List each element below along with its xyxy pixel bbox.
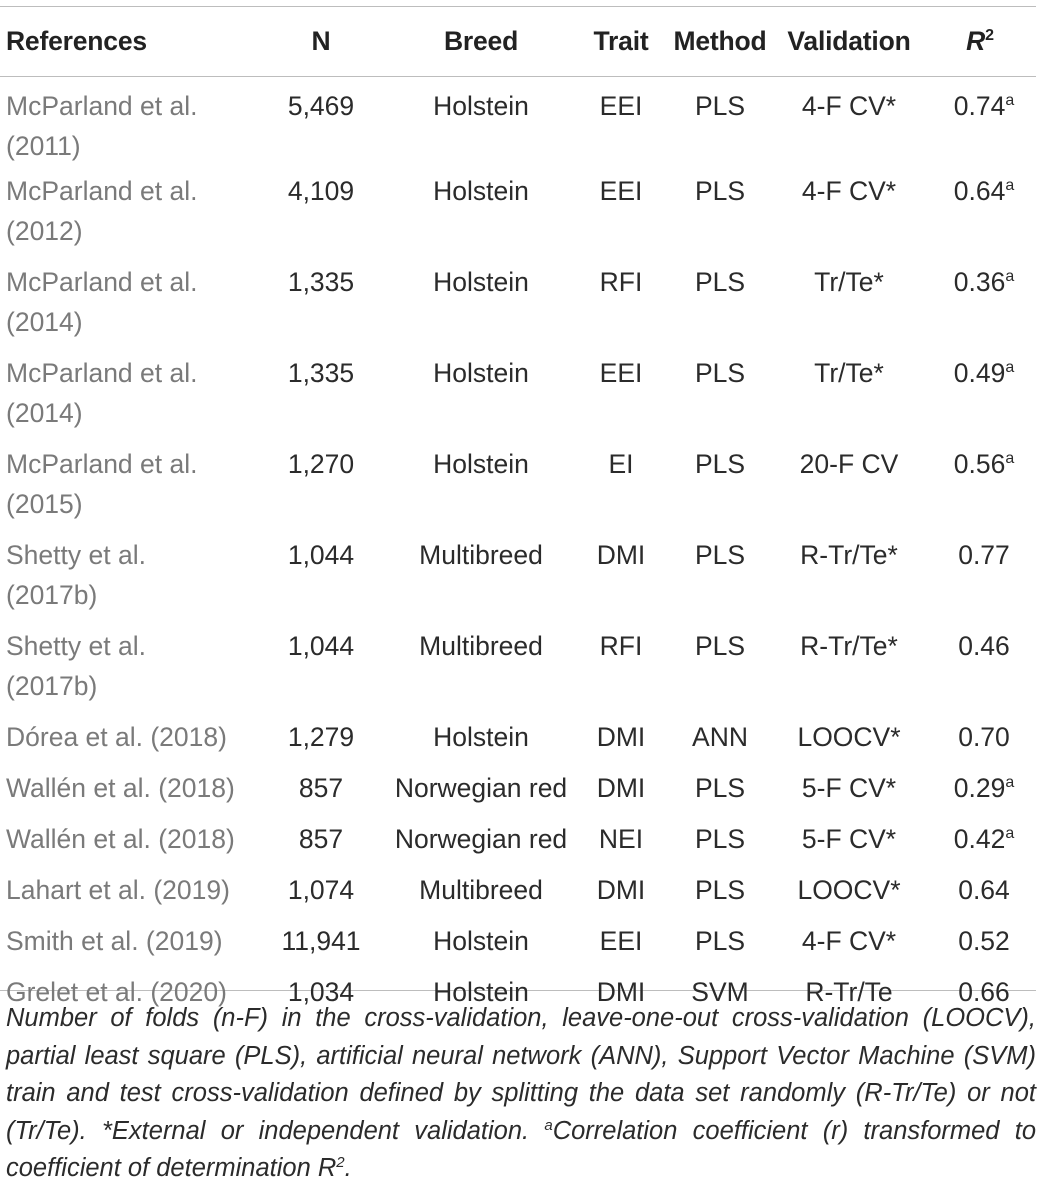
header-trait: Trait [593,26,649,56]
cell-n: 1,270 [287,449,355,479]
table-row [0,917,1036,968]
r2-value: 0.49 [953,358,1006,388]
cell-n: 1,279 [287,722,355,752]
cell-n: 4,109 [287,176,355,206]
cell-breed: Holstein [433,977,529,1007]
cell-trait: RFI [599,631,643,661]
table-row [0,713,1036,764]
cell-n: 1,074 [287,875,355,905]
reference-line1: McParland et al. [6,358,198,388]
reference-line1: Smith et al. (2019) [6,926,223,956]
cell-breed: Multibreed [419,540,543,570]
r2-superscript: a [1005,359,1015,376]
cell-method: PLS [694,926,746,956]
cell-breed: Holstein [433,449,529,479]
r2-value: 0.66 [958,977,1010,1007]
reference-line1: Wallén et al. (2018) [6,824,235,854]
cell-trait: DMI [596,875,646,905]
cell-reference [0,815,256,866]
cell-r2 [924,167,1036,258]
reference-line1: McParland et al. [6,449,198,479]
table-row [0,764,1036,815]
cell-breed: Multibreed [419,875,543,905]
header-validation: Validation [787,26,911,56]
footnote-sup-a: a [544,1116,553,1134]
cell-method: PLS [694,631,746,661]
cell-r2 [924,866,1036,917]
cell-trait: DMI [596,977,646,1007]
cell-validation: R-Tr/Te* [800,540,898,570]
cell-r2 [924,76,1036,167]
table-row [0,76,1036,167]
cell-validation: 5-F CV* [801,824,897,854]
r2-value: 0.46 [958,631,1010,661]
cell-n: 5,469 [287,91,355,121]
cell-trait: NEI [598,824,644,854]
table-row [0,349,1036,440]
cell-trait: EEI [599,926,643,956]
r2-value: 0.64 [953,176,1006,206]
cell-breed: Norwegian red [394,773,568,803]
cell-r2 [924,258,1036,349]
reference-line2: (2017b) [6,671,98,701]
table-row [0,866,1036,917]
cell-r2 [924,815,1036,866]
r2-value: 0.64 [958,875,1010,905]
r2-value: 0.52 [958,926,1010,956]
cell-method: PLS [694,824,746,854]
footnote-part2: Correlation coefficient (r) transformed to coefficient of determination R [6,1116,1037,1182]
reference-line1: Wallén et al. (2018) [6,773,235,803]
reference-line1: McParland et al. [6,91,198,121]
table-row [0,167,1036,258]
reference-line1: Shetty et al. [6,631,146,661]
reference-line1: Shetty et al. [6,540,146,570]
cell-r2 [924,531,1036,622]
cell-reference [0,531,256,622]
header-row [0,7,1036,76]
cell-r2 [924,713,1036,764]
cell-n: 1,335 [287,267,355,297]
header-n: N [311,26,331,56]
cell-reference [0,866,256,917]
cell-n: 1,044 [287,631,355,661]
header-breed: Breed [443,26,519,56]
reference-line2: (2017b) [6,580,98,610]
cell-method: PLS [694,267,746,297]
cell-breed: Holstein [433,91,529,121]
r2-superscript: a [1005,177,1015,194]
r2-superscript: a [1005,450,1015,467]
cell-breed: Holstein [433,358,529,388]
header-references: References [6,26,147,56]
cell-validation: R-Tr/Te [805,977,893,1007]
reference-line1: McParland et al. [6,176,198,206]
cell-validation: 4-F CV* [801,926,897,956]
reference-line2: (2012) [6,216,83,246]
cell-method: PLS [694,358,746,388]
cell-trait: RFI [599,267,643,297]
cell-method: PLS [694,875,746,905]
footnote-part3: . [344,1154,352,1182]
cell-reference [0,622,256,713]
cell-method: PLS [694,449,746,479]
cell-validation: R-Tr/Te* [800,631,898,661]
cell-n: 1,034 [287,977,355,1007]
table-row [0,531,1036,622]
cell-breed: Holstein [433,267,529,297]
cell-n: 1,335 [287,358,355,388]
table-row [0,622,1036,713]
cell-validation: 20-F CV [799,449,899,479]
cell-n: 11,941 [281,926,361,956]
reference-line2: (2014) [6,398,83,428]
cell-r2 [924,622,1036,713]
cell-trait: DMI [596,773,646,803]
cell-trait: EI [608,449,634,479]
cell-validation: 4-F CV* [801,176,897,206]
cell-validation: LOOCV* [797,875,901,905]
r2-value: 0.36 [953,267,1006,297]
cell-trait: EEI [599,176,643,206]
r2-value: 0.70 [958,722,1010,752]
table-footnote [6,1000,1036,1188]
cell-reference [0,258,256,349]
cell-r2 [924,917,1036,968]
cell-r2 [924,349,1036,440]
cell-breed: Holstein [433,176,529,206]
cell-reference [0,167,256,258]
r2-superscript: a [1005,92,1015,109]
cell-trait: EEI [599,91,643,121]
cell-reference [0,917,256,968]
reference-line2: (2011) [6,131,81,161]
cell-reference [0,713,256,764]
r2-superscript: a [1005,774,1015,791]
cell-validation: LOOCV* [797,722,901,752]
data-table [0,7,1036,1019]
cell-r2 [924,764,1036,815]
cell-n: 857 [298,824,344,854]
cell-reference [0,764,256,815]
cell-n: 857 [298,773,344,803]
cell-reference [0,440,256,531]
cell-validation: Tr/Te* [814,358,884,388]
header-r2-base: R [966,26,986,56]
cell-breed: Multibreed [419,631,543,661]
cell-r2 [924,440,1036,531]
r2-value: 0.77 [958,540,1010,570]
cell-method: PLS [694,176,746,206]
cell-validation: Tr/Te* [814,267,884,297]
reference-line1: Lahart et al. (2019) [6,875,230,905]
reference-line1: Dórea et al. (2018) [6,722,227,752]
reference-line2: (2014) [6,307,83,337]
cell-trait: EEI [599,358,643,388]
r2-superscript: a [1005,268,1015,285]
cell-trait: DMI [596,722,646,752]
r2-superscript: a [1005,825,1015,842]
cell-method: PLS [694,773,746,803]
table-row [0,258,1036,349]
cell-validation: 5-F CV* [801,773,897,803]
cell-breed: Holstein [433,722,529,752]
header-r2-sup: 2 [985,27,994,44]
cell-method: PLS [694,540,746,570]
reference-line1: Grelet et al. (2020) [6,977,227,1007]
cell-breed: Norwegian red [394,824,568,854]
table-row [0,815,1036,866]
cell-method: SVM [691,977,749,1007]
cell-breed: Holstein [433,926,529,956]
cell-reference [0,349,256,440]
table-row [0,440,1036,531]
cell-reference [0,76,256,167]
header-method: Method [673,26,767,56]
reference-line2: (2015) [6,489,83,519]
r2-value: 0.56 [953,449,1006,479]
header-r2 [924,7,1036,76]
cell-method: ANN [692,722,748,752]
r2-value: 0.29 [953,773,1006,803]
cell-n: 1,044 [287,540,355,570]
r2-value: 0.42 [953,824,1006,854]
footnote-sup-2: 2 [336,1154,345,1171]
cell-method: PLS [694,91,746,121]
footnote-part1: Number of folds (n-F) in the cross-validation, leave-one-out cross-validation (LOOCV), partial least square (PLS), artificial neural network (ANN), Support Vector Machine (SVM) train and test cross-validation defined by splitting the data set randomly (R-Tr/Te) or not (Tr/Te). *External or independent validation. [6,1004,1036,1145]
cell-validation: 4-F CV* [801,91,897,121]
cell-trait: DMI [596,540,646,570]
r2-value: 0.74 [953,91,1006,121]
table-body [0,76,1036,1019]
reference-line1: McParland et al. [6,267,198,297]
